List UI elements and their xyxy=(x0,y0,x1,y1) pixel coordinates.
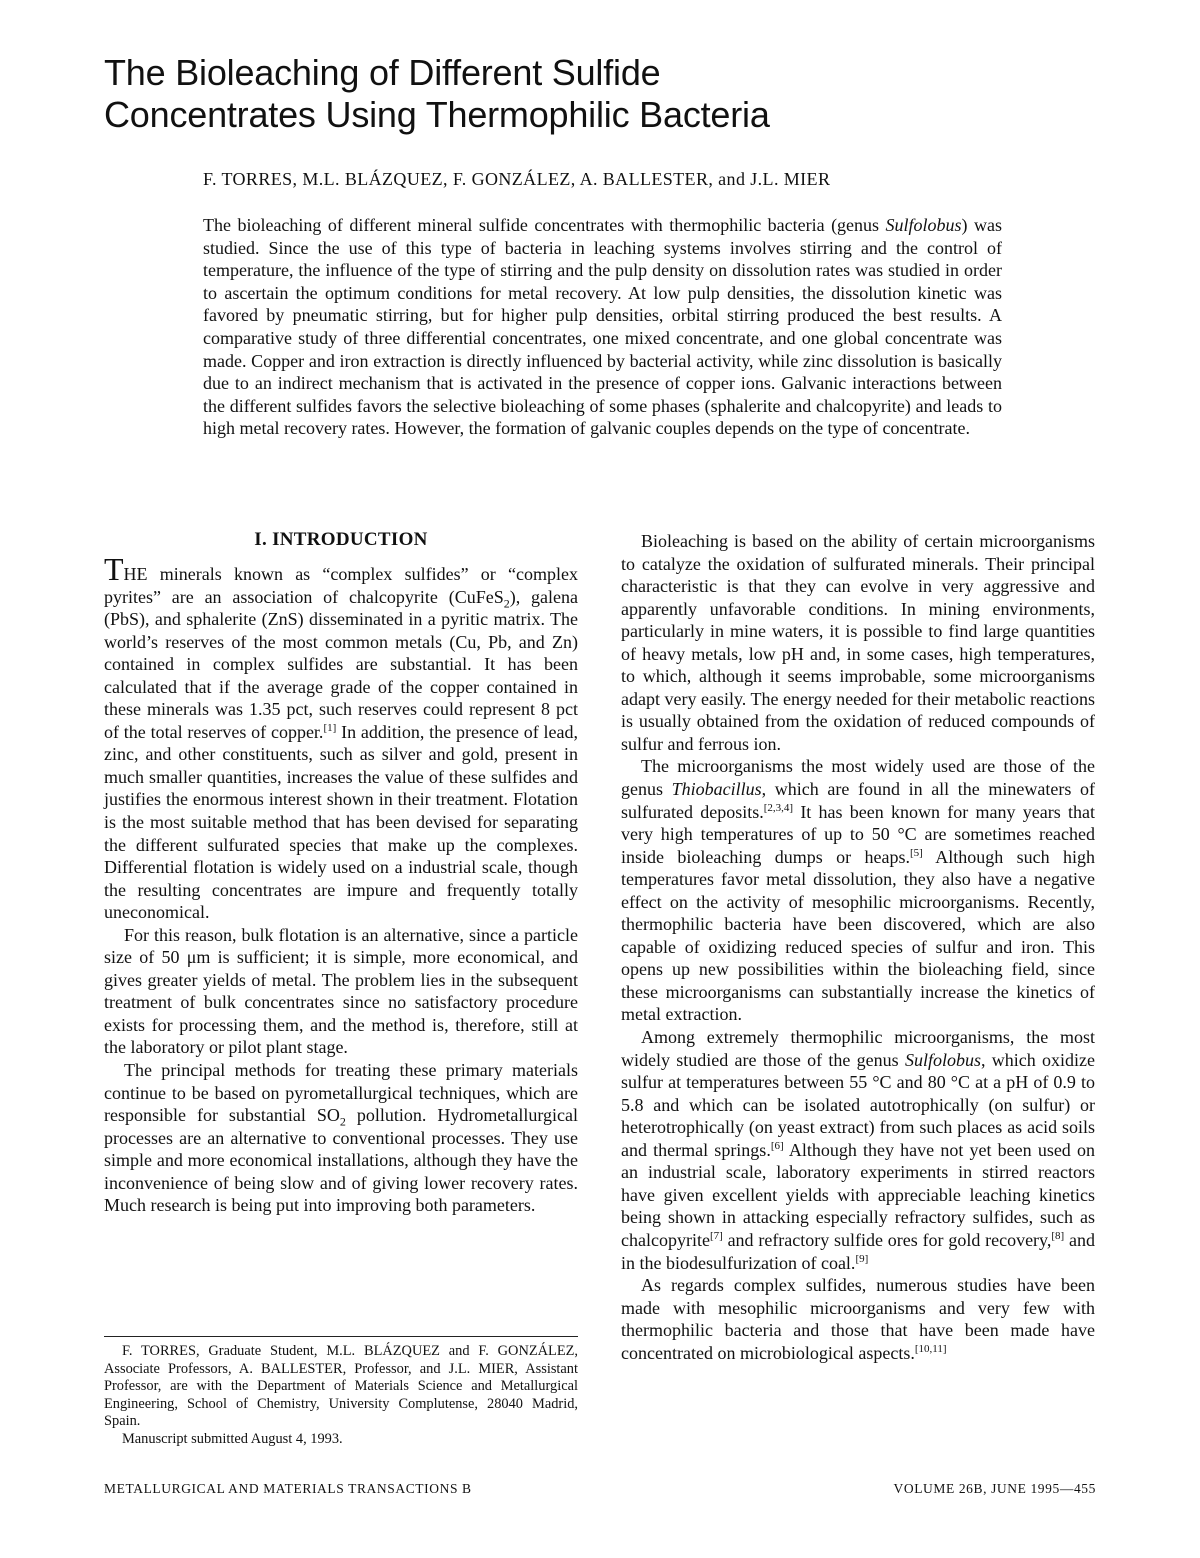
intro-paragraph-3 xyxy=(104,1059,578,1217)
intro-p1-text-b: ), galena (PbS), and sphalerite (ZnS) disseminated in a pyritic matrix. The world’s reserves of the most common metals (Cu, Pb, and Zn) contained in complex sulfides are substantial. It has been calculated that if the average grade of the copper contained in these minerals was 1.35 pct, such reserves could represent 8 pct of the total reserves of copper. xyxy=(104,586,578,742)
footnote-affiliation: F. TORRES, Graduate Student, M.L. BLÁZQUEZ and F. GONZÁLEZ, Associate Professors, A. BALLESTER, Professor, and J.L. MIER, Assistant Professor, are with the Department of Materials Science and Metallurgical Engineering, School of Chemistry, University Complutense, 28040 Madrid, Spain. xyxy=(104,1343,578,1430)
intro-p3-text-a: The principal methods for treating these primary materials continue to be based on pyrometallurgical techniques, which are responsible for substantial SO xyxy=(104,1060,578,1126)
right-paragraph-2 xyxy=(621,755,1095,1026)
citation-ref: [1] xyxy=(323,721,337,734)
right-p2-text-d: Although such high temperatures favor metal dissolution, they also have a negative effect on the activity of mesophilic microorganisms. Recently, thermophilic bacteria have been discovered, which are also capable of oxidizing reduced species of sulfur and iron. This opens up new possibilities within the bioleaching field, since these microorganisms can substantially increase the kinetics of metal extraction. xyxy=(621,846,1095,1025)
right-p2-text-b: , which are found in all the minewaters of sulfurated deposits. xyxy=(621,779,1096,822)
paper-title xyxy=(104,52,1104,136)
footnote xyxy=(104,1343,578,1449)
genus-name: Sulfolobus xyxy=(904,1049,981,1070)
right-p3-text-c: Although they have not yet been used on an industrial scale, laboratory experiments in stirred reactors have given excellent yields with appreciable leaching kinetics being shown in attacking especially refractory sulfides, such as chalcopyrite xyxy=(621,1139,1095,1250)
abstract-text-start: The bioleaching of different mineral sulfide concentrates with thermophilic bacteria (genus xyxy=(203,215,886,235)
citation-ref: [6] xyxy=(770,1139,784,1152)
subscript: 2 xyxy=(503,596,510,611)
drop-cap: T xyxy=(104,551,124,587)
right-p2-text-c: It has been known for many years that very high temperatures of up to 50 °C are sometimes reached inside bioleaching dumps or heaps. xyxy=(621,801,1095,867)
abstract xyxy=(203,214,1002,440)
left-column xyxy=(104,528,578,1217)
right-p4-text: As regards complex sulfides, numerous studies have been made with mesophilic microorganisms and very few with thermophilic bacteria and those that have been made have concentrated on microbiological aspects. xyxy=(621,1275,1095,1363)
intro-paragraph-1 xyxy=(104,551,578,924)
subscript: 2 xyxy=(339,1114,346,1129)
footer-volume-page: VOLUME 26B, JUNE 1995—455 xyxy=(893,1481,1096,1496)
citation-ref: [2,3,4] xyxy=(763,801,794,814)
right-p3-text-a: Among extremely thermophilic microorganisms, the most widely studied are those of the genus xyxy=(621,1027,1095,1070)
abstract-text-rest: ) was studied. Since the use of this type of bacteria in leaching systems involves stirring and the control of temperature, the influence of the type of stirring and the pulp density on dissolution rates was studied in order to ascertain the optimum conditions for metal recovery. At low pulp densities, the dissolution kinetic was favored by pneumatic stirring, but for higher pulp densities, orbital stirring produced the best results. A comparative study of three differential concentrates, one mixed concentrate, and one global concentrate was made. Copper and iron extraction is directly influenced by bacterial activity, while zinc dissolution is basically due to an indirect mechanism that is activated in the presence of copper ions. Galvanic interactions between the different sulfides favors the selective bioleaching of some phases (sphalerite and chalcopyrite) and leads to high metal recovery rates. However, the formation of galvanic couples depends on the type of concentrate. xyxy=(203,215,1002,439)
right-paragraph-4 xyxy=(621,1274,1095,1364)
citation-ref: [7] xyxy=(709,1229,723,1242)
right-column xyxy=(621,530,1095,1364)
footer-journal-name: METALLURGICAL AND MATERIALS TRANSACTIONS B xyxy=(104,1481,472,1496)
author-list: F. TORRES, M.L. BLÁZQUEZ, F. GONZÁLEZ, A. BALLESTER, and J.L. MIER xyxy=(203,169,831,189)
intro-p1-text-c: In addition, the presence of lead, zinc, and other constituents, such as silver and gold, present in much smaller quantities, increases the value of these sulfides and justifies the enormous interest shown in their treatment. Flotation is the most suitable method that has been devised for separating the different sulfurated species that make up the complexes. Differential flotation is widely used on a industrial scale, though the resulting concentrates are impure and frequently totally uneconomical. xyxy=(104,721,578,923)
intro-p3-text-b: pollution. Hydrometallurgical processes are an alternative to conventional processes. They use simple and more economical installations, although they have the inconvenience of being slow and of giving lower recovery rates. Much research is being put into improving both parameters. xyxy=(104,1105,578,1216)
footnote-submitted: Manuscript submitted August 4, 1993. xyxy=(122,1430,343,1447)
right-p3-text-b: , which oxidize sulfur at temperatures between 55 °C and 80 °C at a pH of 0.9 to 5.8 and which can be isolated autotrophically (on sulfur) or heterotrophically (on yeast extract) from such places as acid soils and thermal springs. xyxy=(621,1049,1095,1160)
citation-ref: [9] xyxy=(855,1252,869,1265)
abstract-genus: Sulfolobus xyxy=(885,215,962,235)
intro-paragraph-2: For this reason, bulk flotation is an alternative, since a particle size of 50 μm is sufficient; it is simple, more economical, and gives greater yields of metal. The problem lies in the subsequent treatment of bulk concentrates since no satisfactory procedure exists for processing them, and the method is, therefore, still at the laboratory or pilot plant stage. xyxy=(104,924,578,1058)
title-line-1: The Bioleaching of Different Sulfide xyxy=(104,52,661,93)
right-p3-text-e: and in the biodesulfurization of coal. xyxy=(621,1229,1095,1273)
intro-p1-text-a: HE minerals known as “complex sulfides” or “complex pyrites” are an association of chalcopyrite (CuFeS xyxy=(104,564,578,607)
right-paragraph-1: Bioleaching is based on the ability of certain microorganisms to catalyze the oxidation of sulfurated minerals. Their principal characteristic is that they can evolve in very aggressive and apparently unfavorable conditions. In mining environments, particularly in mine waters, it is possible to find large quantities of heavy metals, low pH and, in some cases, high temperatures, to which, although it seems improbable, some microorganisms adapt very easily. The energy needed for their metabolic reactions is usually obtained from the oxidation of reduced compounds of sulfur and ferrous ion. xyxy=(621,531,1095,754)
citation-ref: [10,11] xyxy=(914,1342,947,1355)
right-p2-text-a: The microorganisms the most widely used are those of the genus xyxy=(621,756,1095,800)
genus-name: Thiobacillus xyxy=(671,779,762,800)
right-p3-text-d: and refractory sulfide ores for gold recovery, xyxy=(722,1229,1052,1250)
section-heading-introduction: I. INTRODUCTION xyxy=(254,529,428,550)
citation-ref: [5] xyxy=(910,846,923,859)
title-line-2: Concentrates Using Thermophilic Bacteria xyxy=(104,94,770,135)
right-paragraph-3 xyxy=(621,1026,1095,1274)
footnote-divider xyxy=(104,1336,578,1337)
citation-ref: [8] xyxy=(1051,1229,1065,1242)
